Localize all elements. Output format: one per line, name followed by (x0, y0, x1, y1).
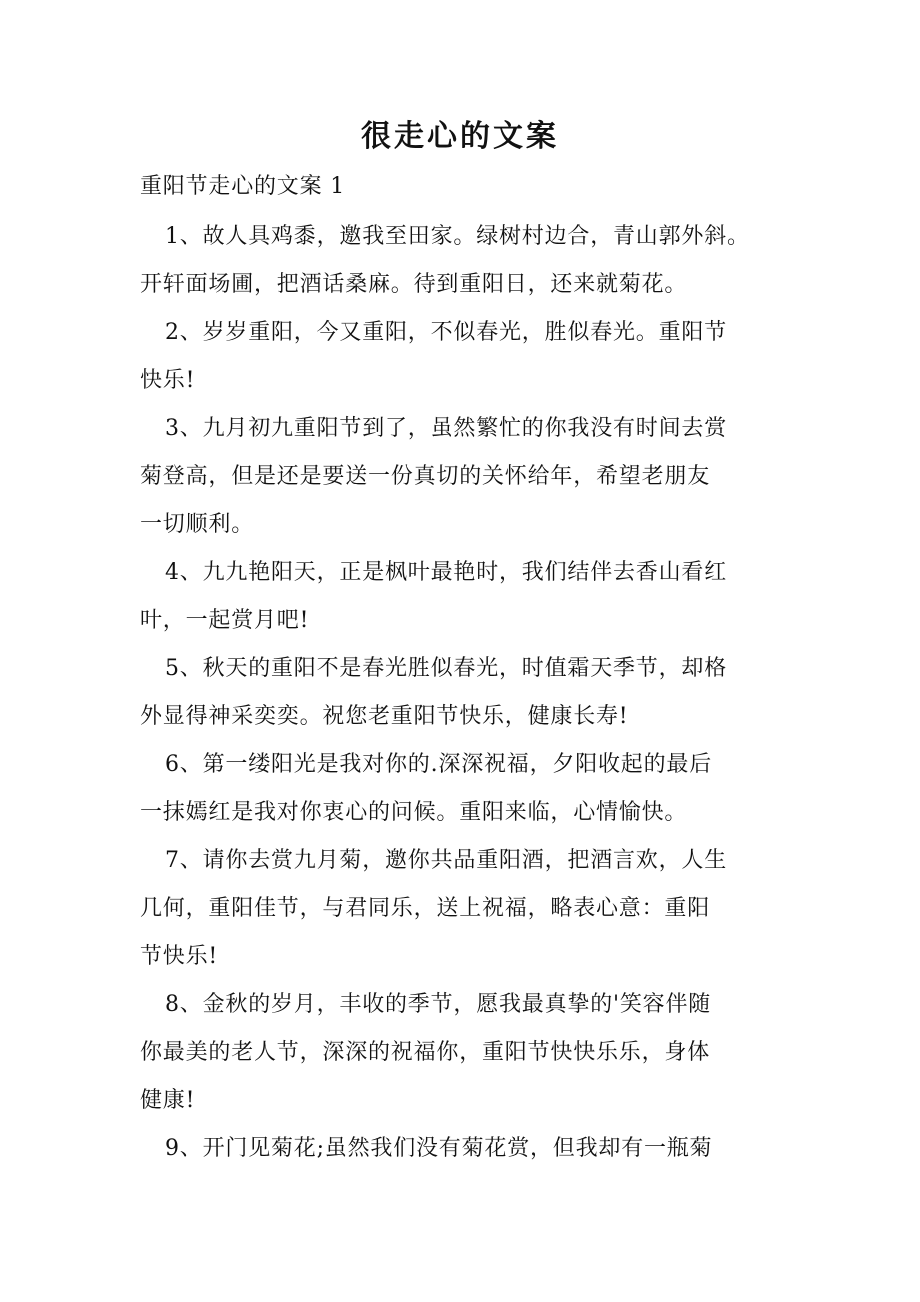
paragraph-6 (140, 741, 800, 837)
paragraph-line: 4、九九艳阳天，正是枫叶最艳时，我们结伴去香山看红 (165, 560, 727, 585)
paragraph-1 (140, 213, 800, 309)
paragraph-line: 开轩面场圃，把酒话桑麻。待到重阳日，还来就菊花。 (140, 272, 688, 297)
paragraph-9 (140, 1125, 800, 1173)
paragraph-line: 外显得神采奕奕。祝您老重阳节快乐，健康长寿! (140, 704, 629, 729)
paragraph-line: 2、岁岁重阳，今又重阳，不似春光，胜似春光。重阳节 (165, 320, 727, 345)
paragraph-line: 一抹嫣红是我对你衷心的问候。重阳来临，心情愉快。 (140, 800, 688, 825)
paragraph-line: 快乐! (140, 368, 196, 393)
document-title: 很走心的文案 (361, 119, 559, 154)
paragraph-2 (140, 309, 800, 405)
paragraph-line: 5、秋天的重阳不是春光胜似春光，时值霜天季节，却格 (165, 656, 727, 681)
paragraph-line: 节快乐! (140, 944, 219, 969)
paragraph-line: 几何，重阳佳节，与君同乐，送上祝福，略表心意：重阳 (140, 896, 711, 921)
paragraph-line: 9、开门见菊花;虽然我们没有菊花赏，但我却有一瓶菊 (165, 1136, 713, 1161)
paragraph-line: 1、故人具鸡黍，邀我至田家。绿树村边合，青山郭外斜。 (165, 224, 750, 249)
paragraph-line: 一切顺利。 (140, 512, 255, 537)
document-body (140, 163, 800, 1173)
paragraph-4 (140, 549, 800, 645)
paragraph-5 (140, 645, 800, 741)
paragraph-line: 菊登高，但是还是要送一份真切的关怀给年，希望老朋友 (140, 464, 711, 489)
paragraph-7 (140, 837, 800, 981)
paragraph-line: 6、第一缕阳光是我对你的.深深祝福，夕阳收起的最后 (165, 752, 712, 777)
paragraph-8 (140, 981, 800, 1125)
paragraph-line: 你最美的老人节，深深的祝福你，重阳节快快乐乐，身体 (140, 1040, 711, 1065)
paragraph-line: 健康! (140, 1088, 196, 1113)
paragraph-3 (140, 405, 800, 549)
paragraph-line: 3、九月初九重阳节到了，虽然繁忙的你我没有时间去赏 (165, 416, 727, 441)
section-heading: 重阳节走心的文案 1 (140, 174, 345, 199)
paragraph-line: 叶，一起赏月吧! (140, 608, 310, 633)
paragraph-line: 8、金秋的岁月，丰收的季节，愿我最真挚的'笑容伴随 (165, 992, 712, 1017)
paragraph-line: 7、请你去赏九月菊，邀你共品重阳酒，把酒言欢，人生 (165, 848, 727, 873)
